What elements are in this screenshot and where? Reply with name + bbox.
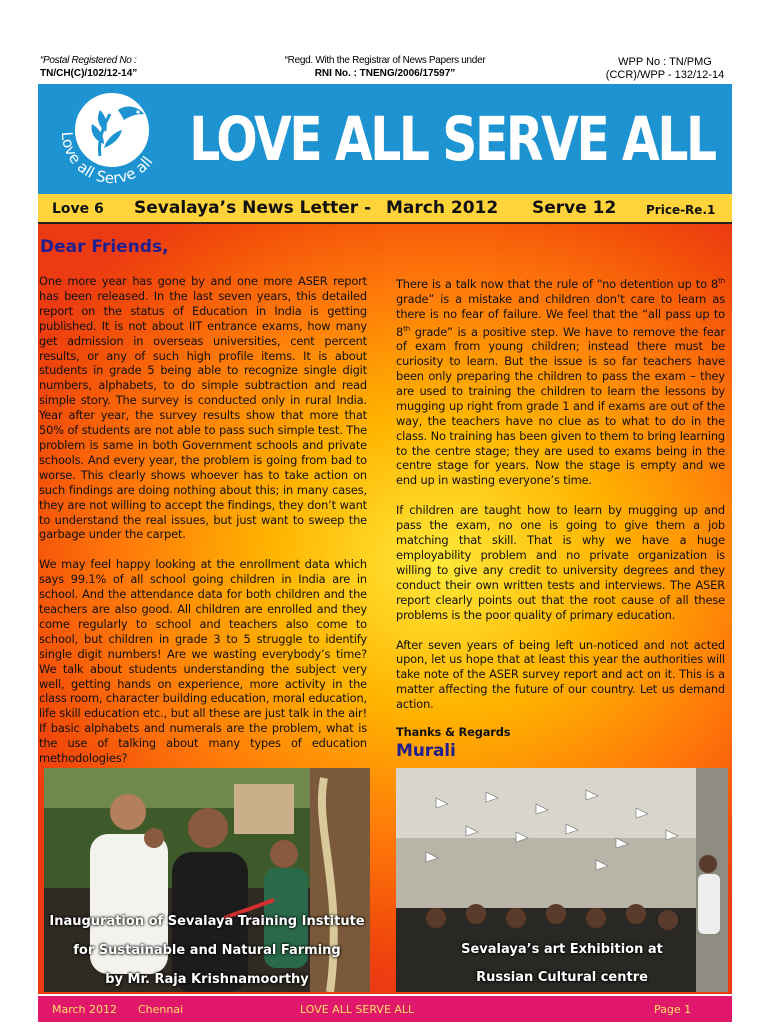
- footer-title: LOVE ALL SERVE ALL: [300, 1003, 415, 1016]
- logo-motto: Love all Serve all: [57, 131, 157, 188]
- greeting: Dear Friends,: [40, 237, 169, 257]
- wpp-line-1: WPP No : TN/PMG: [618, 56, 712, 68]
- issue-price: Price-Re.1: [646, 203, 716, 217]
- inauguration-caption-1: Inauguration of Sevalaya Training Institute: [49, 914, 365, 929]
- inauguration-photo-scene: [44, 768, 370, 992]
- issue-info-bar: [38, 194, 732, 224]
- sevalaya-logo: [44, 86, 180, 192]
- left-paragraph-2: We may feel happy looking at the enrollment data which says 99.1% of all school going children in India are in school. And the attendance data for both children and the teachers are also good. All children are enrolled and they come regularly to school and teachers also come to school, but children in grade 3 to 5 struggle to identify single digit numbers! Are we wasting everybody’s time? We talk about students understanding the subject very well, getting hands on experience, more activity in the class room, character building education, moral education, life skill education etc., but all these are just talk in the air! If basic alphabets and numerals are the problem, what is the use of talking about many types of education methodologies?: [39, 557, 367, 766]
- newsletter-name: Sevalaya’s News Letter -: [134, 198, 372, 218]
- postal-line-1: “Postal Registered No :: [40, 55, 137, 66]
- left-paragraph-1: One more year has gone by and one more ASER report has been released. In the last seven years, this detailed report on the status of Education in India is getting published. It is not about IIT entrance exams, how many get admission in overseas universities, cent percent results, or any of such high profile items. It is about students in grade 5 being able to recognize single digit numbers, alphabets, to do simple subtraction and read simple story. The survey is conducted only in rural India. Year after year, the survey results show that more that 50% of students are not able to pass such simple test. The problem is same in both Government schools and private schools. And every year, the problem is going from bad to worse. This clearly shows whoever has to take action on such findings are doing nothing about this; in many cases, they are not willing to accept the findings, they don’t want to understand the real issues, but just want to sweep the garbage under the carpet.: [39, 274, 367, 542]
- art-exhibition-photo: [396, 768, 728, 992]
- issue-love-number: Love 6: [52, 201, 104, 217]
- art-exhibition-photo-scene: [396, 768, 728, 992]
- exhibition-caption-2: Russian Cultural centre: [476, 970, 648, 985]
- inauguration-caption-2: for Sustainable and Natural Farming: [73, 943, 341, 958]
- inauguration-photo: [44, 768, 370, 992]
- masthead-title: LOVE ALL SERVE ALL: [189, 104, 715, 175]
- letter-left-column: [39, 274, 367, 781]
- right-paragraph-1: There is a talk now that the rule of “no detention up to 8th grade” is a mistake and children don’t care to learn as there is no fear of failure. We feel that the “all pass up to 8th grade” is a positive step. We have to remove the fear of exam from young children; instead there must be curiosity to learn. But the issue is so far teachers have been only preparing the children to pass the exam – they are used to training the children to learn the lessons by mugging up right from grade 1 and if exams are out of the way, the teachers have no clue as to what to do in the class. No training has been given to them to bring learning to the centre stage; they are used to exams being in the centre stage for years. Now the stage is empty and we end up in wasting everyone’s time.: [396, 276, 725, 488]
- footer-date: March 2012: [52, 1003, 118, 1016]
- issue-date: March 2012: [386, 198, 499, 218]
- right-paragraph-3: After seven years of being left un-noticed and not acted upon, let us hope that at least this year the authorities will take note of the ASER survey report and act on it. This is a matter affecting the future of our country. Let us demand action.: [396, 637, 725, 712]
- inauguration-caption-3: by Mr. Raja Krishnamoorthy: [105, 972, 309, 987]
- footer-page-number: Page 1: [654, 1003, 692, 1016]
- wpp-registration: [580, 56, 750, 82]
- letter-right-column: [396, 274, 725, 759]
- footer-city: Chennai: [138, 1003, 184, 1016]
- regd-line-2: RNI No. : TNENG/2006/17597”: [314, 68, 456, 79]
- right-paragraph-2: If children are taught how to learn by mugging up and pass the exam, no one is going to give them a job matching that skill. That is why we have a huge employability problem and no private organization is willing to give any credit to university degrees and they conduct their own written tests and interviews. The ASER report clearly points out that the root cause of all these problems is the poor quality of primary education.: [396, 503, 725, 622]
- regd-line-1: “Regd. With the Registrar of News Papers under: [284, 55, 486, 66]
- issue-serve-number: Serve 12: [532, 198, 617, 218]
- masthead-banner: [38, 84, 732, 194]
- rni-registration: [270, 54, 500, 80]
- postal-line-2: TN/CH(C)/102/12-14”: [40, 68, 138, 79]
- signer-name: Murali: [396, 740, 456, 761]
- wpp-line-2: (CCR)/WPP - 132/12-14: [605, 69, 725, 81]
- closing-thanks: Thanks & Regards: [396, 725, 511, 740]
- exhibition-caption-1: Sevalaya’s art Exhibition at: [461, 942, 663, 957]
- page-footer: [38, 996, 732, 1022]
- postal-registration: [40, 54, 220, 80]
